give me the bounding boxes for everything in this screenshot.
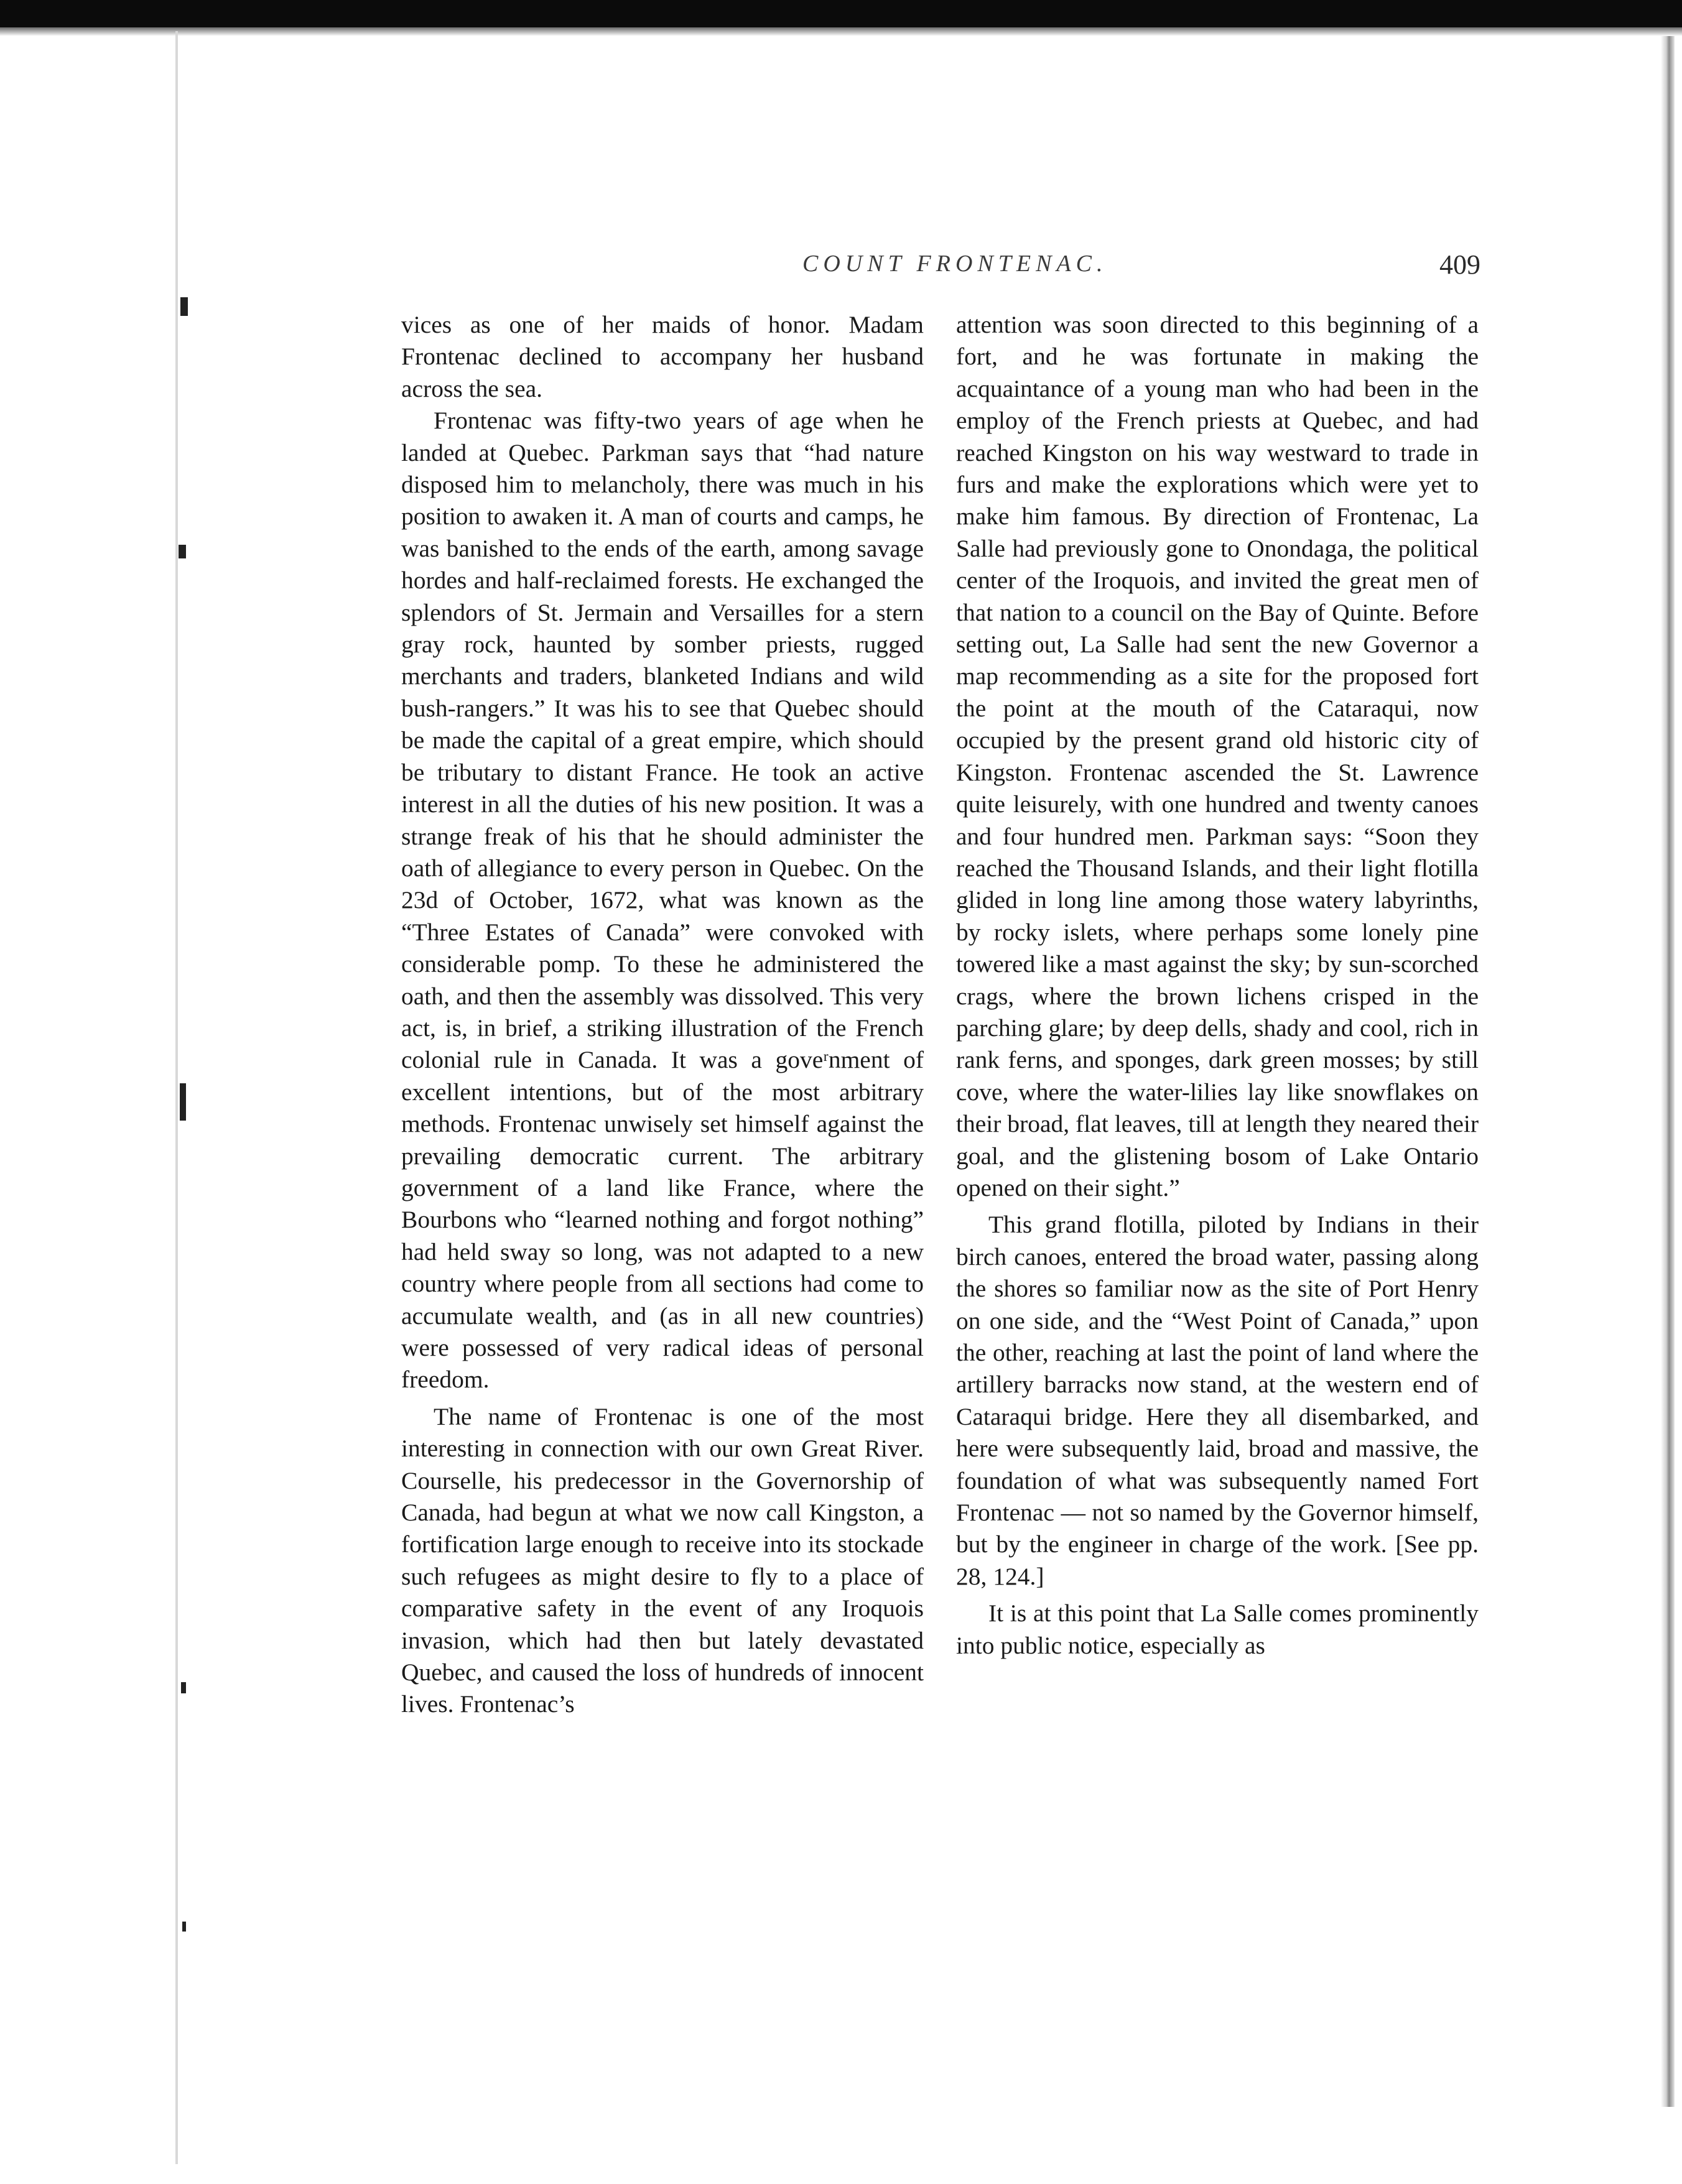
paragraph: The name of Frontenac is one of the most interesting in connection with our own Great River. Courselle, his predecessor in the Governorship of Canada, had begun at what we now call Kingston, a fortification large enough to receive into its stockade such refugees as might desire to fly to a place of comparative safety in the event of any Iroquois invasion, which had then but lately devastated Quebec, and caused the loss of hundreds of innocent lives. Frontenac’s	[401, 1402, 924, 1718]
paragraph: vices as one of her maids of honor. Madam Frontenac declined to accompany her husband across the sea.	[401, 311, 924, 402]
paragraph: It is at this point that La Salle comes prominently into public notice, especially as	[956, 1599, 1479, 1659]
paragraph: attention was soon directed to this beginning of a fort, and he was fortunate in making the acquaintance of a young man who had been in the employ of the French priests at Quebec, and had reached Kingston on his way westward to trade in furs and make the explorations which were yet to make him famous. By direction of Frontenac, La Salle had previously gone to Onondaga, the political center of the Iroquois, and invited the great men of that nation to a council on the Bay of Quinte. Before setting out, La Salle had sent the new Governor a map recommending as a site for the proposed fort the point at the mouth of the Cataraqui, now occupied by the present grand old historic city of Kingston. Frontenac ascended the St. Lawrence quite leisurely, with one hundred and twenty canoes and four hundred men. Parkman says: “Soon they reached the Thousand Islands, and their light flotilla glided in long line among those watery labyrinths, by rocky islets, where perhaps some lonely pine towered like a mast against the sky; by sun-scorched crags, where the brown lichens crisped in the parching glare; by deep dells, shady and cool, rich in rank ferns, and sponges, dark green mosses; by still cove, where the water-lilies lay like snowflakes on their broad, flat leaves, till at length they neared their goal, and the glistening bosom of Lake Ontario opened on their sight.”	[956, 311, 1479, 1201]
margin-mark-1	[180, 297, 188, 316]
margin-mark-3	[180, 1083, 186, 1121]
margin-mark-4	[181, 1682, 186, 1693]
margin-mark-2	[179, 545, 186, 558]
right-column	[956, 309, 1479, 1662]
scan-top-shadow	[0, 27, 1682, 36]
scan-top-border	[0, 0, 1682, 27]
paragraph: This grand flotilla, piloted by Indians in their birch canoes, entered the broad water, passing along the shores so familiar now as the site of Port Henry on one side, and the “West Point of Canada,” upon the other, reaching at last the point of land where the artillery barracks now stand, at the western end of Cataraqui bridge. Here they all disembarked, and here were subsequently laid, broad and massive, the foundation of what was subsequently named Fort Frontenac — not so named by the Governor himself, but by the engineer in charge of the work. [See pp. 28, 124.]	[956, 1211, 1479, 1590]
running-head: COUNT FRONTENAC.	[802, 251, 1108, 277]
left-gutter-line	[175, 31, 178, 2164]
right-page-edge	[1661, 36, 1675, 2107]
page-number: 409	[1439, 249, 1480, 280]
margin-mark-5	[182, 1922, 186, 1932]
left-column	[401, 309, 924, 1721]
paragraph: Frontenac was fifty-two years of age when he landed at Quebec. Parkman says that “had nature disposed him to melancholy, there was much in his position to awaken it. A man of courts and camps, he was banished to the ends of the earth, among savage hordes and half-reclaimed forests. He exchanged the splendors of St. Jermain and Versailles for a stern gray rock, haunted by somber priests, rugged merchants and traders, blanketed Indians and wild bush-rangers.” It was his to see that Quebec should be made the capital of a great empire, which should be tributary to distant France. He took an active interest in all the duties of his new position. It was a strange freak of his that he should administer the oath of allegiance to every person in Quebec. On the 23d of October, 1672, what was known as the “Three Estates of Canada” were convoked with considerable pomp. To these he administered the oath, and then the assembly was dissolved. This very act, is, in brief, a striking illustration of the French colonial rule in Canada. It was a goveʳnment of excellent intentions, but of the most arbitrary methods. Frontenac unwisely set himself against the prevailing democratic current. The arbitrary government of a land like France, where the Bourbons who “learned nothing and forgot nothing” had held sway so long, was not adapted to a new country where people from all sections had come to accumulate wealth, and (as in all new countries) were possessed of very radical ideas of personal freedom.	[401, 407, 924, 1394]
